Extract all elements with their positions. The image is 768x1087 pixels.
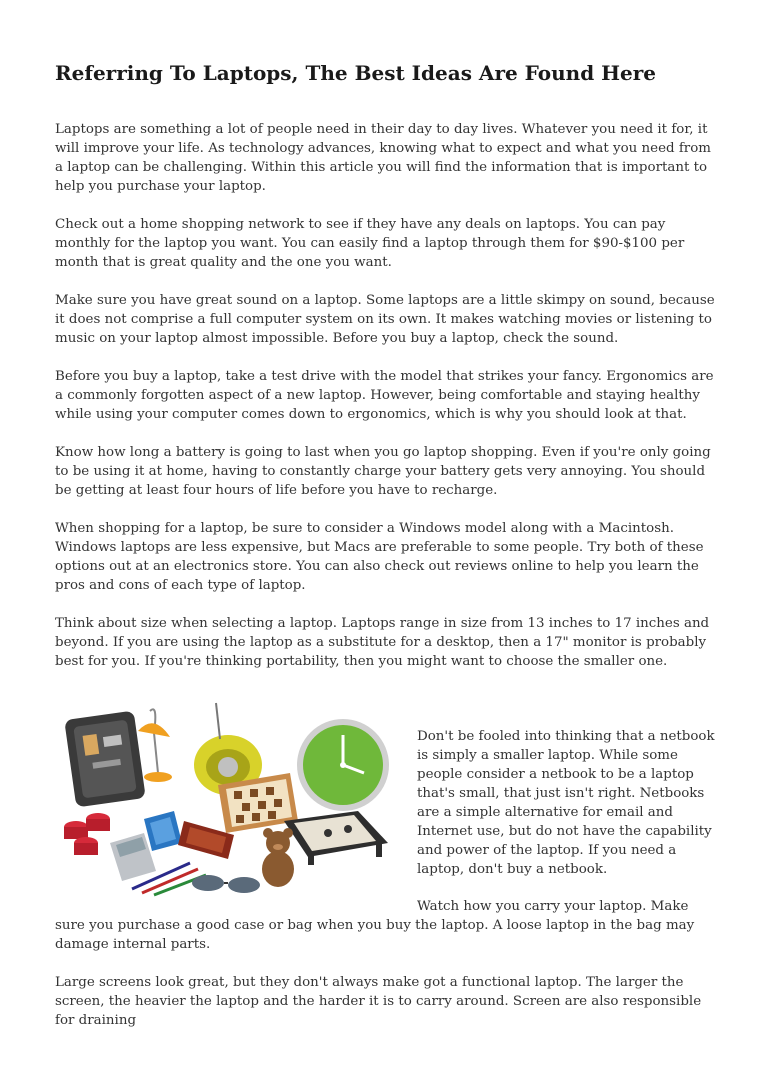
paragraph-windows-mac: When shopping for a laptop, be sure to consider a Windows model along with a Macintosh. Windows laptops are less expensive, but Macs are preferable to some people. Try both of these options out at an electronics store. You can also check out reviews online to help you learn the pros and cons of each type of laptop.	[55, 521, 704, 593]
paragraph-sound: Make sure you have great sound on a laptop. Some laptops are a little skimpy on sound, because it does not comprise a full computer system on its own. It makes watching movies or listening to music on your laptop almost impossible. Before you buy a laptop, check the sound.	[55, 293, 715, 346]
paragraph-large-screens: Large screens look great, but they don't always make got a functional laptop. The larger the screen, the heavier the laptop and the harder it is to carry around. Screen are also responsible for draining	[55, 975, 702, 1028]
calculator-icon	[110, 833, 156, 881]
tray-icon	[284, 811, 388, 865]
paragraph-intro: Laptops are something a lot of people need in their day to day lives. Whatever you need it for, it will improve your life. As technology advances, knowing what to expect and what you need from a laptop can be challenging. Within this article you will find the information that is important to help you purchase your laptop.	[55, 122, 711, 194]
tool-case-icon	[64, 711, 146, 808]
paragraph-shopping-network: Check out a home shopping network to see if they have any deals on laptops. You can pay monthly for the laptop you want. You can easily find a laptop through them for $90-$100 per month that is great quality and the one you want.	[55, 217, 685, 270]
paragraph-carry-laptop-text: Watch how you carry your laptop. Make sure you purchase a good case or bag when you buy the laptop. A loose laptop in the bag may damage internal parts.	[55, 899, 695, 952]
promotional-products-image	[58, 693, 410, 901]
clock-icon	[297, 719, 389, 811]
paragraph-netbook: Don't be fooled into thinking that a netbook is simply a smaller laptop. While some people consider a netbook to be a laptop that's small, that just isn't right. Netbooks are a simple alternative for email and Internet use, but do not have the capability and power of the laptop. If you need a laptop, don't buy a netbook.	[417, 729, 715, 877]
candles-icon	[64, 813, 110, 855]
paragraph-battery: Know how long a battery is going to last when you go laptop shopping. Even if you're only going to be using it at home, having to constantly charge your battery gets very annoying. You should be getting at least four hours of life before you have to recharge.	[55, 445, 711, 498]
teddy-bear-icon	[262, 828, 294, 887]
gift-box-icon	[144, 811, 182, 851]
sunglasses-icon	[192, 875, 260, 893]
paragraph-test-drive: Before you buy a laptop, take a test drive with the model that strikes your fancy. Ergonomics are a commonly forgotten aspect of a new laptop. However, being comfortable and staying healthy while using your computer comes down to ergonomics, which is why you should look at that.	[55, 369, 714, 422]
paragraph-size: Think about size when selecting a laptop. Laptops range in size from 13 inches to 17 inches and beyond. If you are using the laptop as a substitute for a desktop, then a 17" monitor is probably best for you. If you're thinking portability, then you might want to choose the smaller one.	[55, 616, 710, 669]
page-title: Referring To Laptops, The Best Ideas Are Found Here	[55, 61, 657, 85]
paragraph-carry-laptop	[55, 897, 715, 954]
desk-lamp-icon	[138, 709, 172, 782]
